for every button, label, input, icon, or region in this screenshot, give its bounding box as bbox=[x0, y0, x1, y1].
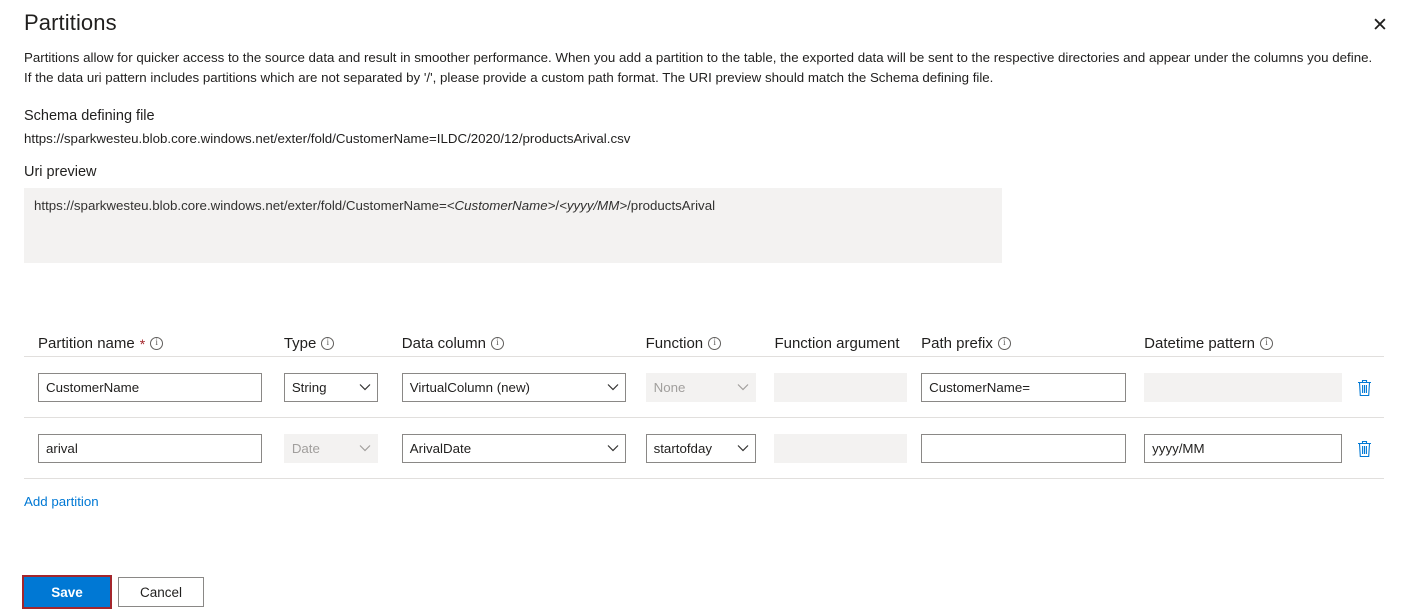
type-select-value: Date bbox=[291, 440, 320, 456]
uri-preview-box bbox=[24, 188, 1002, 263]
column-header-type bbox=[284, 335, 402, 352]
chevron-down-icon bbox=[737, 442, 749, 454]
column-header-type-label: Type bbox=[283, 335, 317, 352]
column-header-data-column-label: Data column bbox=[401, 335, 486, 352]
chevron-down-icon bbox=[359, 442, 371, 454]
type-select bbox=[284, 434, 378, 463]
info-icon[interactable]: i bbox=[321, 337, 334, 350]
type-select-value: String bbox=[291, 379, 327, 395]
column-header-path-prefix bbox=[921, 335, 1144, 352]
cell-datetime-pattern bbox=[1144, 434, 1344, 463]
cell-partition-name bbox=[24, 434, 284, 463]
cell-partition-name bbox=[24, 373, 284, 402]
table-row bbox=[24, 418, 1384, 479]
path-prefix-input[interactable] bbox=[921, 373, 1126, 402]
column-header-data-column bbox=[402, 335, 646, 352]
cell-type bbox=[284, 434, 402, 463]
column-header-function-argument-label: Function argument bbox=[774, 335, 900, 352]
dialog-footer bbox=[24, 577, 204, 607]
info-icon[interactable]: i bbox=[150, 337, 163, 350]
partitions-table bbox=[24, 325, 1384, 511]
cell-data-column bbox=[402, 434, 646, 463]
cell-type bbox=[284, 373, 402, 402]
function-select-value: None bbox=[653, 379, 686, 395]
datetime-pattern-input[interactable] bbox=[1144, 434, 1342, 463]
add-partition-link[interactable]: Add partition bbox=[24, 494, 99, 509]
column-header-function-argument bbox=[774, 335, 921, 352]
table-row bbox=[24, 357, 1384, 418]
cell-function-argument bbox=[774, 373, 921, 402]
path-prefix-input[interactable] bbox=[921, 434, 1126, 463]
column-header-partition-name bbox=[24, 335, 284, 352]
column-header-datetime-pattern-label: Datetime pattern bbox=[1144, 335, 1256, 352]
uri-preview-token-1: <CustomerName> bbox=[446, 198, 556, 213]
column-header-function bbox=[646, 335, 775, 352]
cell-delete bbox=[1344, 439, 1384, 458]
cell-function-argument bbox=[774, 434, 921, 463]
column-header-partition-name-label: Partition name bbox=[38, 335, 135, 352]
data-column-select[interactable] bbox=[402, 373, 626, 402]
function-select-value: startofday bbox=[653, 440, 712, 456]
chevron-down-icon bbox=[359, 381, 371, 393]
uri-preview-label: Uri preview bbox=[24, 164, 97, 180]
uri-preview-prefix: https://sparkwesteu.blob.core.windows.net/exter/fold/CustomerName= bbox=[34, 198, 447, 213]
trash-icon[interactable] bbox=[1356, 439, 1373, 458]
uri-preview-token-2: <yyyy/MM> bbox=[559, 198, 628, 213]
schema-file-label: Schema defining file bbox=[24, 108, 155, 124]
cell-function bbox=[646, 373, 775, 402]
save-button[interactable]: Save bbox=[24, 577, 110, 607]
cell-path-prefix bbox=[921, 434, 1144, 463]
cell-function bbox=[646, 434, 775, 463]
uri-preview-suffix: /productsArival bbox=[627, 198, 716, 213]
dialog-description: Partitions allow for quicker access to the source data and result in smoother performance. When you add a partition to the table, the exported data will be sent to the respective directories and appear under the columns you define. If the data uri pattern includes partitions which are not separated by '/', please provide a custom path format. The URI preview should match the Schema defining file. bbox=[24, 50, 1373, 85]
cell-datetime-pattern bbox=[1144, 373, 1344, 402]
cell-delete bbox=[1344, 378, 1384, 397]
column-header-path-prefix-label: Path prefix bbox=[921, 335, 993, 352]
data-column-select-value: ArivalDate bbox=[409, 440, 472, 456]
function-select[interactable] bbox=[646, 434, 756, 463]
info-icon[interactable]: i bbox=[708, 337, 721, 350]
table-header-row bbox=[24, 325, 1384, 357]
data-column-select-value: VirtualColumn (new) bbox=[409, 379, 530, 395]
close-icon[interactable]: ✕ bbox=[1366, 12, 1394, 40]
cell-data-column bbox=[402, 373, 646, 402]
cell-path-prefix bbox=[921, 373, 1144, 402]
function-argument-input bbox=[774, 373, 907, 402]
partition-name-input[interactable] bbox=[38, 434, 262, 463]
chevron-down-icon bbox=[607, 381, 619, 393]
cancel-button[interactable]: Cancel bbox=[118, 577, 204, 607]
function-select bbox=[646, 373, 756, 402]
info-icon[interactable]: i bbox=[1260, 337, 1273, 350]
data-column-select[interactable] bbox=[402, 434, 626, 463]
partition-name-input[interactable] bbox=[38, 373, 262, 402]
column-header-datetime-pattern bbox=[1144, 335, 1344, 352]
page-title: Partitions bbox=[24, 10, 117, 35]
trash-icon[interactable] bbox=[1356, 378, 1373, 397]
info-icon[interactable]: i bbox=[491, 337, 504, 350]
info-icon[interactable]: i bbox=[998, 337, 1011, 350]
type-select[interactable] bbox=[284, 373, 378, 402]
schema-file-value: https://sparkwesteu.blob.core.windows.net/exter/fold/CustomerName=ILDC/2020/12/productsArival.csv bbox=[24, 131, 631, 146]
uri-preview-separator: / bbox=[555, 198, 560, 213]
function-argument-input bbox=[774, 434, 907, 463]
datetime-pattern-input bbox=[1144, 373, 1342, 402]
column-header-function-label: Function bbox=[645, 335, 704, 352]
required-asterisk-icon: * bbox=[139, 335, 146, 352]
chevron-down-icon bbox=[607, 442, 619, 454]
chevron-down-icon bbox=[737, 381, 749, 393]
